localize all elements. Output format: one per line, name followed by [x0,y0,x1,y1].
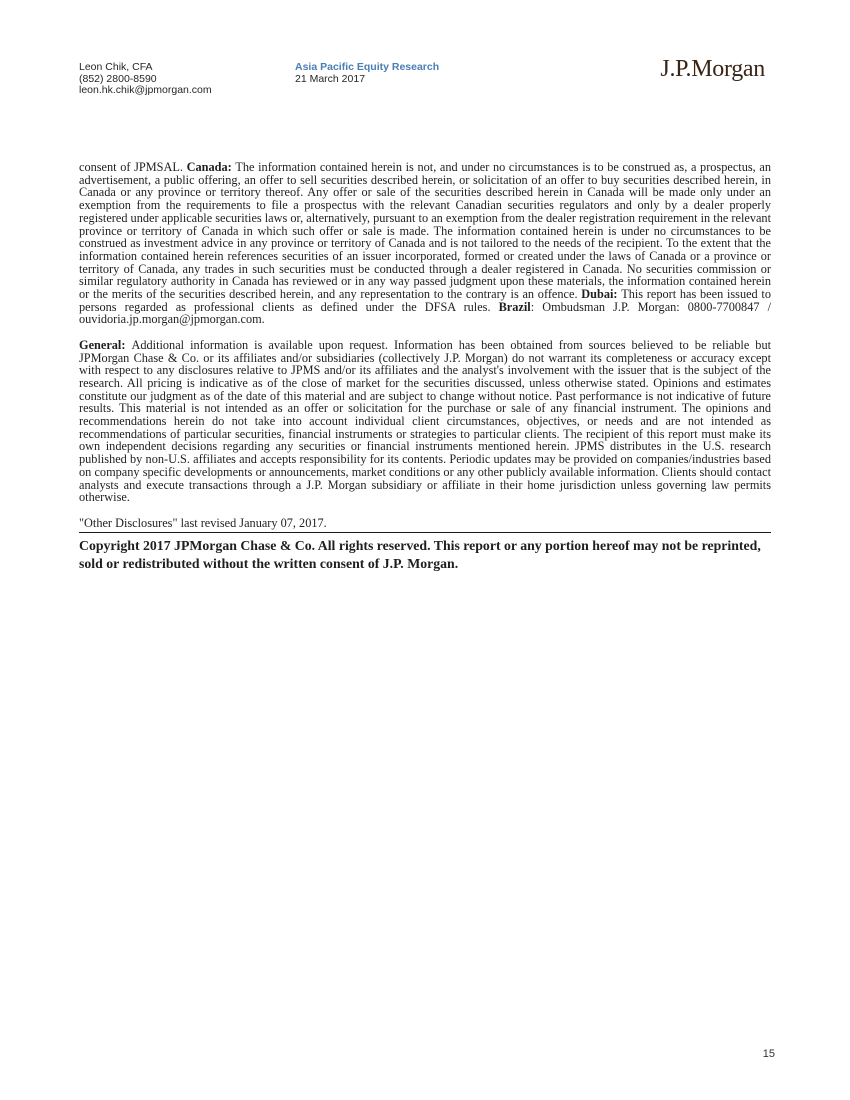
publication-block [295,62,439,85]
jpmorgan-logo: J.P.Morgan [660,56,765,82]
disclosure-body [79,161,771,585]
analyst-email: leon.hk.chik@jpmorgan.com [79,84,212,97]
paragraph-canada-dubai-brazil: consent of JPMSAL. Canada: The information contained herein is not, and under no circumstances is to be construed as, a prospectus, an advertisement, a public offering, an offer to sell securities described herein, or solicitation of an offer to buy securities described herein, in Canada or any province or territory thereof. Any offer or sale of the securities described herein in Canada will be made only under an exemption from the requirements to file a prospectus with the relevant Canadian securities regulators and only by a dealer properly registered under applicable securities laws or, alternatively, pursuant to an exemption from the dealer registration requirement in the relevant province or territory of Canada in which such offer or sale is made. The information contained herein is under no circumstances to be construed as investment advice in any province or territory of Canada and is not tailored to the needs of the recipient. To the extent that the information contained herein references securities of an issuer incorporated, formed or created under the laws of Canada or a province or territory of Canada, any trades in such securities must be conducted through a dealer registered in Canada. No securities commission or similar regulatory authority in Canada has reviewed or in any way passed judgment upon these materials, the information contained herein or the merits of the securities described herein, and any representation to the contrary is an offence. Dubai: This report has been issued to persons regarded as professional clients as defined under the DFSA rules. Brazil: Ombudsman J.P. Morgan: 0800-7700847 / ouvidoria.jp.morgan@jpmorgan.com. [79,160,771,327]
analyst-name: Leon Chik, CFA [79,61,153,73]
analyst-contact-block [79,62,212,97]
paragraph-general: General: Additional information is available upon request. Information has been obtained from sources believed to be reliable but JPMorgan Chase & Co. or its affiliates and/or subsidiaries (collectively J.P. Morgan) do not warrant its completeness or accuracy except with respect to any disclosures relative to JPMS and/or its affiliates and the analyst's involvement with the issuer that is the subject of the research. All pricing is indicative as of the close of market for the securities discussed, unless otherwise stated. Opinions and estimates constitute our judgment as of the date of this material and are subject to change without notice. Past performance is not indicative of future results. This material is not intended as an offer or solicitation for the purchase or sale of any financial instrument. The opinions and recommendations herein do not take into account individual client circumstances, objectives, or needs and are not intended as recommendations of particular securities, financial instruments or strategies to particular clients. The recipient of this report must make its own independent decisions regarding any securities or financial instruments mentioned herein. JPMS distributes in the U.S. research published by non-U.S. affiliates and accepts responsibility for its contents. Periodic updates may be provided on companies/industries based on company specific developments or announcements, market conditions or any other publicly available information. Clients should contact analysts and execute transactions through a J.P. Morgan subsidiary or affiliate in their home jurisdiction unless governing law permits otherwise. [79,337,772,505]
publication-title: Asia Pacific Equity Research [295,61,440,73]
copyright-notice: Copyright 2017 JPMorgan Chase & Co. All rights reserved. This report or any portion hereof may not be reprinted, sold or redistributed without the written consent of J.P. Morgan. [79,538,761,571]
horizontal-rule [79,532,771,533]
other-disclosures-note: "Other Disclosures" last revised January 07, 2017. [79,515,327,530]
analyst-phone: (852) 2800-8590 [79,72,157,85]
page-number: 15 [762,1048,775,1060]
publication-date: 21 March 2017 [295,72,366,85]
